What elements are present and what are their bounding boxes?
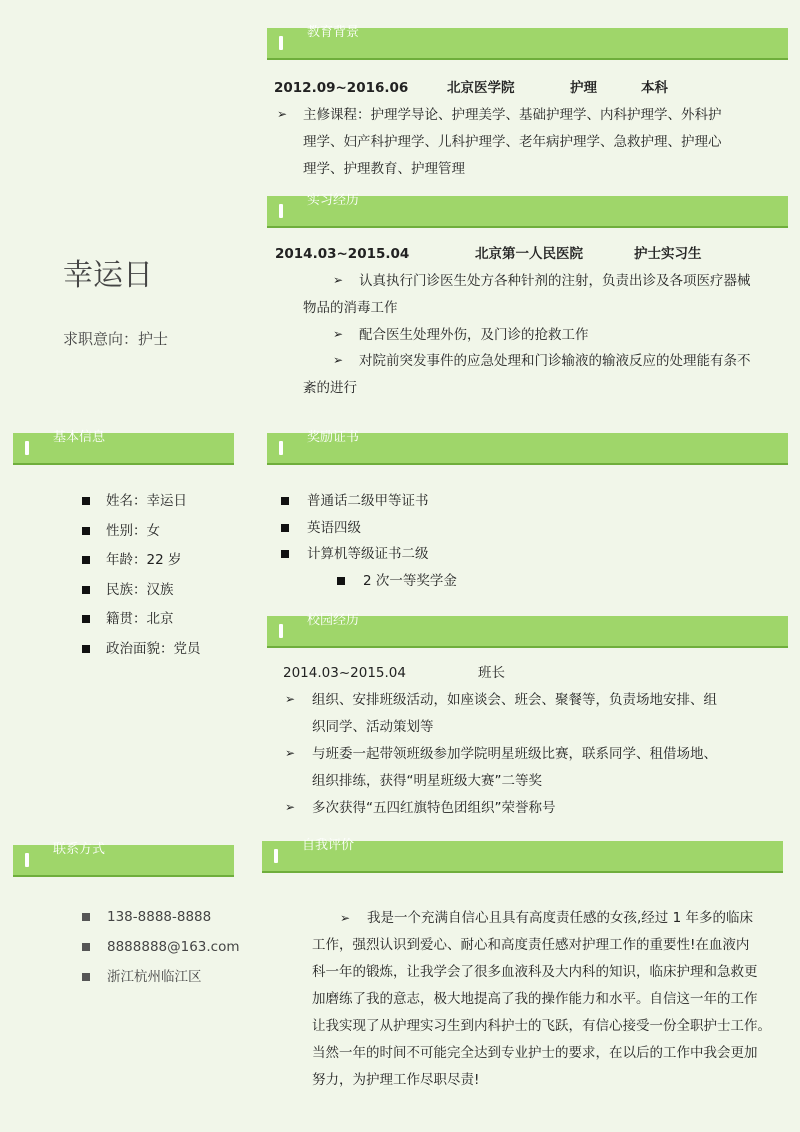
list-item bbox=[82, 936, 240, 966]
campus-item: 组织排练，获得“明星班级大赛”二等奖 bbox=[312, 773, 542, 789]
job-objective: 求职意向：护士 bbox=[63, 330, 169, 348]
arrow-bullet-icon: ➢ bbox=[285, 800, 296, 814]
section-marker bbox=[279, 36, 283, 50]
self-eval-line: 工作，强烈认识到爱心、耐心和高度责任感对护理工作的重要性!在血液内 bbox=[312, 937, 750, 953]
section-bar-basic bbox=[13, 430, 234, 465]
list-item: 民族：汉族 bbox=[82, 579, 201, 609]
section-marker bbox=[25, 441, 29, 455]
arrow-bullet-icon: ➢ bbox=[333, 273, 344, 287]
candidate-name: 幸运日 bbox=[63, 258, 153, 293]
self-eval-line: 让我实现了从护理实习生到内科护士的飞跃，有信心接受一份全职护士工作。 bbox=[312, 1018, 771, 1034]
address: 浙江杭州临江区 bbox=[107, 969, 202, 985]
arrow-bullet-icon: ➢ bbox=[333, 327, 344, 341]
square-bullet-icon bbox=[281, 550, 289, 558]
arrow-bullet-icon: ➢ bbox=[340, 911, 351, 925]
section-bar-campus bbox=[267, 613, 788, 648]
section-marker bbox=[274, 849, 278, 863]
list-item: 性别：女 bbox=[82, 520, 201, 550]
campus-item: 织同学、活动策划等 bbox=[312, 719, 434, 735]
email-address: 8888888@163.com bbox=[107, 939, 240, 955]
edu-course-line: 主修课程：护理学导论、护理美学、基础护理学、内科护理学、外科护 bbox=[303, 107, 722, 123]
self-eval-line: 我是一个充满自信心且具有高度责任感的女孩,经过 1 年多的临床 bbox=[367, 910, 753, 926]
square-bullet-icon bbox=[82, 527, 90, 535]
list-item bbox=[82, 906, 240, 936]
section-marker bbox=[279, 204, 283, 218]
square-bullet-icon bbox=[82, 913, 90, 921]
square-bullet-icon bbox=[82, 497, 90, 505]
arrow-bullet-icon: ➢ bbox=[285, 692, 296, 706]
arrow-bullet-icon: ➢ bbox=[277, 107, 288, 121]
intern-item: 紊的进行 bbox=[303, 380, 357, 396]
section-bar-contact bbox=[13, 842, 234, 877]
intern-date: 2014.03~2015.04 bbox=[275, 246, 410, 262]
section-title-internship: 实习经历 bbox=[307, 193, 360, 208]
square-bullet-icon bbox=[82, 645, 90, 653]
campus-item: 组织、安排班级活动，如座谈会、班会、聚餐等，负责场地安排、组 bbox=[312, 692, 717, 708]
intern-role: 护士实习生 bbox=[634, 246, 702, 262]
campus-item: 多次获得“五四红旗特色团组织”荣誉称号 bbox=[312, 800, 556, 816]
square-bullet-icon bbox=[82, 615, 90, 623]
campus-role: 班长 bbox=[478, 665, 505, 681]
square-bullet-icon bbox=[82, 943, 90, 951]
self-eval-line: 努力，为护理工作尽职尽责! bbox=[312, 1072, 480, 1088]
square-bullet-icon bbox=[337, 577, 345, 585]
section-bar-awards bbox=[267, 430, 788, 465]
intern-item: 认真执行门诊医生处方各种针剂的注射，负责出诊及各项医疗器械 bbox=[359, 273, 751, 289]
edu-course-line: 理学、妇产科护理学、儿科护理学、老年病护理学、急救护理、护理心 bbox=[303, 134, 722, 150]
square-bullet-icon bbox=[281, 524, 289, 532]
section-title-self: 自我评价 bbox=[302, 838, 355, 853]
list-item: 籍贯：北京 bbox=[82, 608, 201, 638]
basic-info-list bbox=[82, 490, 201, 668]
list-item: 普通话二级甲等证书 bbox=[281, 490, 457, 517]
phone-number: 138-8888-8888 bbox=[107, 909, 212, 925]
awards-list bbox=[281, 490, 457, 596]
list-item: 姓名：幸运日 bbox=[82, 490, 201, 520]
list-item: 英语四级 bbox=[281, 517, 457, 544]
square-bullet-icon bbox=[82, 586, 90, 594]
arrow-bullet-icon: ➢ bbox=[285, 746, 296, 760]
campus-date: 2014.03~2015.04 bbox=[283, 665, 406, 681]
contact-list bbox=[82, 906, 240, 996]
edu-degree: 本科 bbox=[641, 80, 668, 96]
section-bar-education bbox=[267, 25, 788, 60]
list-item: 计算机等级证书二级 bbox=[281, 543, 457, 570]
section-marker bbox=[25, 853, 29, 867]
section-title-contact: 联系方式 bbox=[53, 842, 106, 857]
intern-item: 物品的消毒工作 bbox=[303, 300, 398, 316]
section-bar-self bbox=[262, 838, 783, 873]
intern-org: 北京第一人民医院 bbox=[475, 246, 583, 262]
list-item: 政治面貌：党员 bbox=[82, 638, 201, 668]
section-marker bbox=[279, 624, 283, 638]
self-eval-line: 加磨练了我的意志，极大地提高了我的操作能力和水平。自信这一年的工作 bbox=[312, 991, 758, 1007]
self-eval-line: 当然一年的时间不可能完全达到专业护士的要求，在以后的工作中我会更加 bbox=[312, 1045, 758, 1061]
list-item bbox=[82, 966, 240, 996]
list-item: 2 次一等奖学金 bbox=[281, 570, 457, 597]
list-item: 年龄：22 岁 bbox=[82, 549, 201, 579]
edu-major: 护理 bbox=[570, 80, 597, 96]
section-title-campus: 校园经历 bbox=[307, 613, 360, 628]
intern-item: 对院前突发事件的应急处理和门诊输液的输液反应的处理能有条不 bbox=[359, 353, 751, 369]
square-bullet-icon bbox=[281, 497, 289, 505]
edu-school: 北京医学院 bbox=[447, 80, 515, 96]
section-marker bbox=[279, 441, 283, 455]
self-eval-line: 科一年的锻炼，让我学会了很多血液科及大内科的知识，临床护理和急救更 bbox=[312, 964, 758, 980]
intern-item: 配合医生处理外伤，及门诊的抢救工作 bbox=[359, 327, 589, 343]
section-title-education: 教育背景 bbox=[307, 25, 360, 40]
section-bar-internship bbox=[267, 193, 788, 228]
square-bullet-icon bbox=[82, 556, 90, 564]
section-title-awards: 奖励证书 bbox=[307, 430, 360, 445]
arrow-bullet-icon: ➢ bbox=[333, 353, 344, 367]
edu-course-line: 理学、护理教育、护理管理 bbox=[303, 161, 465, 177]
edu-date: 2012.09~2016.06 bbox=[274, 80, 409, 96]
square-bullet-icon bbox=[82, 973, 90, 981]
campus-item: 与班委一起带领班级参加学院明星班级比赛，联系同学、租借场地、 bbox=[312, 746, 717, 762]
section-title-basic: 基本信息 bbox=[53, 430, 106, 445]
